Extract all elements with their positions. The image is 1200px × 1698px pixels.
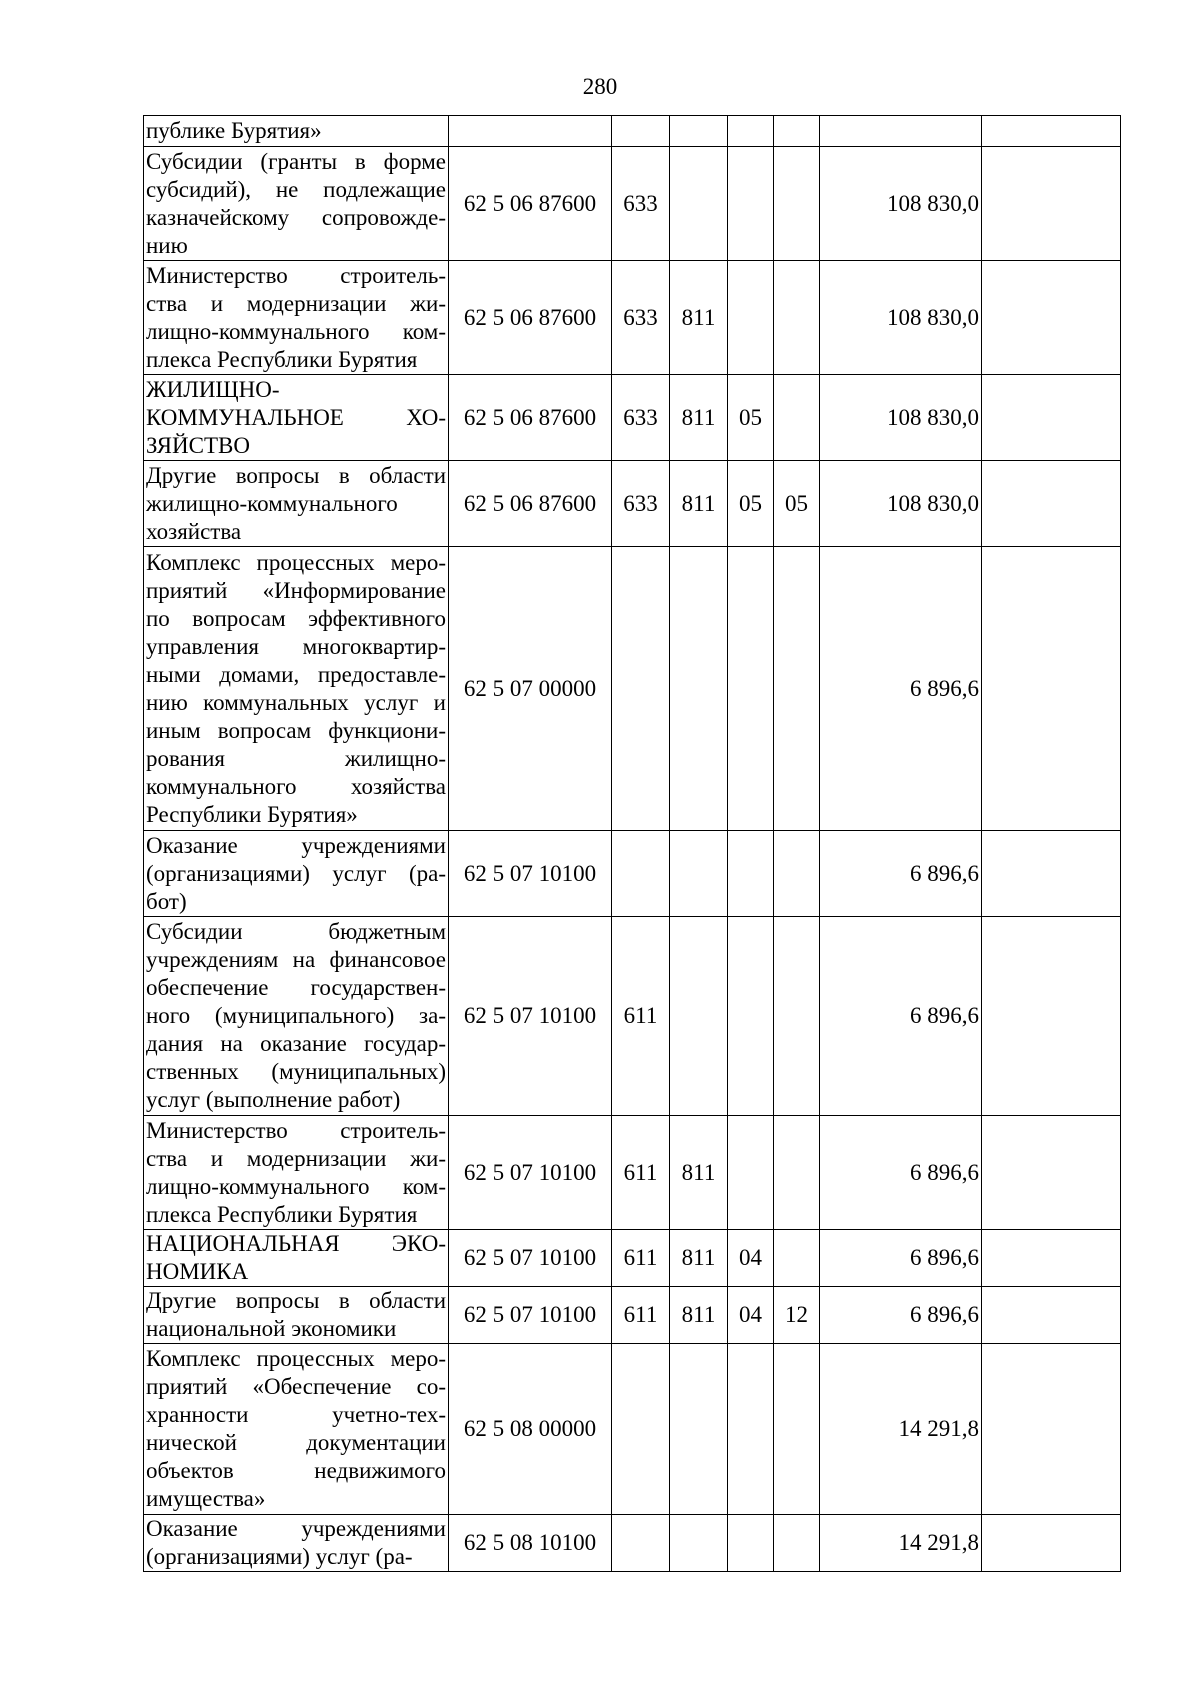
row-col6-cell <box>982 1230 1121 1287</box>
row-name-line: нию коммунальных услуг и <box>146 689 446 715</box>
row-name-line: по вопросам эффективного <box>146 605 446 631</box>
row-name-line: приятий «Информирование <box>146 577 446 603</box>
row-name-cell <box>144 261 449 375</box>
row-code-cell: 62 5 08 10100 <box>449 1515 612 1572</box>
row-name-line: дания на оказание государ- <box>146 1031 446 1056</box>
row-col1-cell: 611 <box>612 1116 670 1230</box>
row-name-cell <box>144 917 449 1116</box>
row-col4-cell <box>774 1344 820 1515</box>
row-col3-cell: 04 <box>728 1230 774 1287</box>
row-name-line: плекса Республики Бурятия <box>146 1201 418 1227</box>
row-code-cell: 62 5 08 00000 <box>449 1344 612 1515</box>
row-col6-cell <box>982 1287 1121 1344</box>
row-col4-cell <box>774 547 820 831</box>
row-name-cell <box>144 547 449 831</box>
row-col3-cell <box>728 1344 774 1515</box>
row-name-line: иным вопросам функциони- <box>146 717 446 743</box>
table-row <box>144 1344 1121 1515</box>
row-col1-cell: 611 <box>612 1287 670 1344</box>
row-name-line: Министерство строитель- <box>146 1117 446 1143</box>
row-name-cell <box>144 147 449 261</box>
row-col2-cell: 811 <box>670 1116 728 1230</box>
row-col6-cell <box>982 1116 1121 1230</box>
row-col6-cell <box>982 147 1121 261</box>
row-code-cell: 62 5 07 10100 <box>449 1116 612 1230</box>
row-name-line: ными домами, предоставле- <box>146 661 446 687</box>
row-col2-cell <box>670 1344 728 1515</box>
table-row <box>144 1287 1121 1344</box>
row-name-line: нической документации <box>146 1430 446 1455</box>
row-col1-cell: 633 <box>612 261 670 375</box>
row-name-line: нию <box>146 232 188 258</box>
row-col2-cell: 811 <box>670 1287 728 1344</box>
row-code-cell <box>449 116 612 147</box>
row-col6-cell <box>982 116 1121 147</box>
row-name-line: субсидий), не подлежащие <box>146 176 446 202</box>
row-name-line: (организациями) услуг (ра- <box>146 860 446 886</box>
row-name-line: национальной экономики <box>146 1316 397 1341</box>
row-name-line: Комплекс процессных меро- <box>146 549 446 575</box>
row-name-line: Субсидии (гранты в форме <box>146 148 446 174</box>
row-name-line: (организациями) услуг (ра- <box>146 1544 413 1569</box>
row-col1-cell: 611 <box>612 1230 670 1287</box>
budget-table <box>143 115 1121 1572</box>
table-row <box>144 461 1121 547</box>
row-col2-cell: 811 <box>670 375 728 461</box>
row-col3-cell <box>728 1515 774 1572</box>
row-col4-cell <box>774 917 820 1116</box>
row-col6-cell <box>982 461 1121 547</box>
row-code-cell: 62 5 07 10100 <box>449 1230 612 1287</box>
row-col2-cell <box>670 831 728 917</box>
row-name-line: приятий «Обеспечение со- <box>146 1374 446 1399</box>
row-col3-cell <box>728 147 774 261</box>
row-code-cell: 62 5 06 87600 <box>449 147 612 261</box>
row-col3-cell <box>728 547 774 831</box>
row-col3-cell <box>728 261 774 375</box>
row-name-line: ного (муниципального) за- <box>146 1003 446 1028</box>
row-name-line: Другие вопросы в области <box>146 1288 446 1313</box>
row-amount-cell: 6 896,6 <box>820 1116 982 1230</box>
row-code-cell: 62 5 07 00000 <box>449 547 612 831</box>
row-col3-cell: 05 <box>728 461 774 547</box>
row-name-line: коммунального хозяйства <box>146 773 446 799</box>
row-col4-cell <box>774 1116 820 1230</box>
row-amount-cell: 14 291,8 <box>820 1344 982 1515</box>
row-col6-cell <box>982 375 1121 461</box>
row-name-line: бот) <box>146 888 187 914</box>
row-amount-cell: 108 830,0 <box>820 375 982 461</box>
row-name-line: Республики Бурятия» <box>146 801 358 827</box>
row-name-cell <box>144 1344 449 1515</box>
row-name-cell <box>144 1515 449 1572</box>
row-code-cell: 62 5 07 10100 <box>449 917 612 1116</box>
row-code-cell: 62 5 06 87600 <box>449 375 612 461</box>
row-name-line: ЖИЛИЩНО- <box>146 376 280 402</box>
row-col6-cell <box>982 261 1121 375</box>
row-col1-cell <box>612 1344 670 1515</box>
row-amount-cell: 6 896,6 <box>820 831 982 917</box>
row-col3-cell <box>728 831 774 917</box>
row-col4-cell <box>774 116 820 147</box>
row-name-line: ства и модернизации жи- <box>146 290 446 316</box>
row-amount-cell: 6 896,6 <box>820 1230 982 1287</box>
row-col3-cell: 04 <box>728 1287 774 1344</box>
row-name-line: жилищно-коммунального <box>146 490 398 516</box>
row-col6-cell <box>982 1344 1121 1515</box>
table-row <box>144 1515 1121 1572</box>
row-name-line: обеспечение государствен- <box>146 975 446 1000</box>
row-col3-cell <box>728 1116 774 1230</box>
row-name-line: услуг (выполнение работ) <box>146 1087 401 1112</box>
row-name-line: хранности учетно-тех- <box>146 1402 446 1427</box>
budget-table-body <box>144 116 1121 1572</box>
row-col2-cell <box>670 147 728 261</box>
row-col2-cell <box>670 917 728 1116</box>
row-name-line: ства и модернизации жи- <box>146 1145 446 1171</box>
row-col1-cell: 633 <box>612 461 670 547</box>
row-name-line: Министерство строитель- <box>146 262 446 288</box>
row-name-cell <box>144 116 449 147</box>
row-col6-cell <box>982 547 1121 831</box>
table-row <box>144 116 1121 147</box>
row-col2-cell: 811 <box>670 261 728 375</box>
row-amount-cell: 6 896,6 <box>820 1287 982 1344</box>
row-code-cell: 62 5 07 10100 <box>449 831 612 917</box>
row-col4-cell <box>774 375 820 461</box>
row-col4-cell <box>774 831 820 917</box>
row-name-cell <box>144 1287 449 1344</box>
row-name-line: Оказание учреждениями <box>146 1516 446 1541</box>
row-amount-cell: 108 830,0 <box>820 461 982 547</box>
row-amount-cell: 6 896,6 <box>820 917 982 1116</box>
row-name-line: Комплекс процессных меро- <box>146 1346 446 1371</box>
row-name-line: казначейскому сопровожде- <box>146 204 446 230</box>
table-row <box>144 261 1121 375</box>
row-col1-cell <box>612 831 670 917</box>
row-name-line: учреждениям на финансовое <box>146 947 446 972</box>
row-col3-cell <box>728 116 774 147</box>
row-name-cell <box>144 461 449 547</box>
row-col1-cell <box>612 116 670 147</box>
row-name-line: ЗЯЙСТВО <box>146 432 250 458</box>
row-amount-cell: 14 291,8 <box>820 1515 982 1572</box>
row-name-line: ственных (муниципальных) <box>146 1059 446 1084</box>
row-name-line: рования жилищно- <box>146 745 446 771</box>
row-name-cell <box>144 831 449 917</box>
row-name-line: публике Бурятия» <box>146 118 322 143</box>
row-name-line: плекса Республики Бурятия <box>146 346 418 372</box>
table-row <box>144 147 1121 261</box>
row-col4-cell: 05 <box>774 461 820 547</box>
row-col2-cell: 811 <box>670 461 728 547</box>
row-col3-cell: 05 <box>728 375 774 461</box>
row-name-cell <box>144 1230 449 1287</box>
row-col6-cell <box>982 1515 1121 1572</box>
row-col6-cell <box>982 831 1121 917</box>
row-name-line: управления многоквартир- <box>146 633 446 659</box>
table-row <box>144 1230 1121 1287</box>
row-name-line: НОМИКА <box>146 1259 249 1284</box>
row-col4-cell <box>774 147 820 261</box>
row-code-cell: 62 5 07 10100 <box>449 1287 612 1344</box>
row-col4-cell <box>774 1515 820 1572</box>
table-row <box>144 547 1121 831</box>
row-col2-cell: 811 <box>670 1230 728 1287</box>
row-name-line: Субсидии бюджетным <box>146 919 446 944</box>
table-row <box>144 375 1121 461</box>
row-amount-cell: 6 896,6 <box>820 547 982 831</box>
row-amount-cell <box>820 116 982 147</box>
row-col4-cell <box>774 261 820 375</box>
row-col4-cell: 12 <box>774 1287 820 1344</box>
row-col1-cell <box>612 1515 670 1572</box>
row-col1-cell: 633 <box>612 147 670 261</box>
row-code-cell: 62 5 06 87600 <box>449 461 612 547</box>
row-amount-cell: 108 830,0 <box>820 147 982 261</box>
row-col2-cell <box>670 116 728 147</box>
row-col4-cell <box>774 1230 820 1287</box>
row-col6-cell <box>982 917 1121 1116</box>
row-code-cell: 62 5 06 87600 <box>449 261 612 375</box>
row-col1-cell: 611 <box>612 917 670 1116</box>
row-amount-cell: 108 830,0 <box>820 261 982 375</box>
table-row <box>144 917 1121 1116</box>
row-col2-cell <box>670 1515 728 1572</box>
row-name-line: имущества» <box>146 1486 266 1511</box>
table-row <box>144 831 1121 917</box>
row-name-line: лищно-коммунального ком- <box>146 318 446 344</box>
row-name-cell <box>144 1116 449 1230</box>
row-name-line: Оказание учреждениями <box>146 832 446 858</box>
row-col2-cell <box>670 547 728 831</box>
row-name-cell <box>144 375 449 461</box>
row-name-line: хозяйства <box>146 518 242 544</box>
page-number: 280 <box>582 74 618 99</box>
row-name-line: Другие вопросы в области <box>146 462 446 488</box>
row-name-line: КОММУНАЛЬНОЕ ХО- <box>146 404 446 430</box>
table-row <box>144 1116 1121 1230</box>
row-name-line: лищно-коммунального ком- <box>146 1173 446 1199</box>
row-col1-cell: 633 <box>612 375 670 461</box>
row-col3-cell <box>728 917 774 1116</box>
row-name-line: НАЦИОНАЛЬНАЯ ЭКО- <box>146 1231 446 1256</box>
row-name-line: объектов недвижимого <box>146 1458 446 1483</box>
row-col1-cell <box>612 547 670 831</box>
